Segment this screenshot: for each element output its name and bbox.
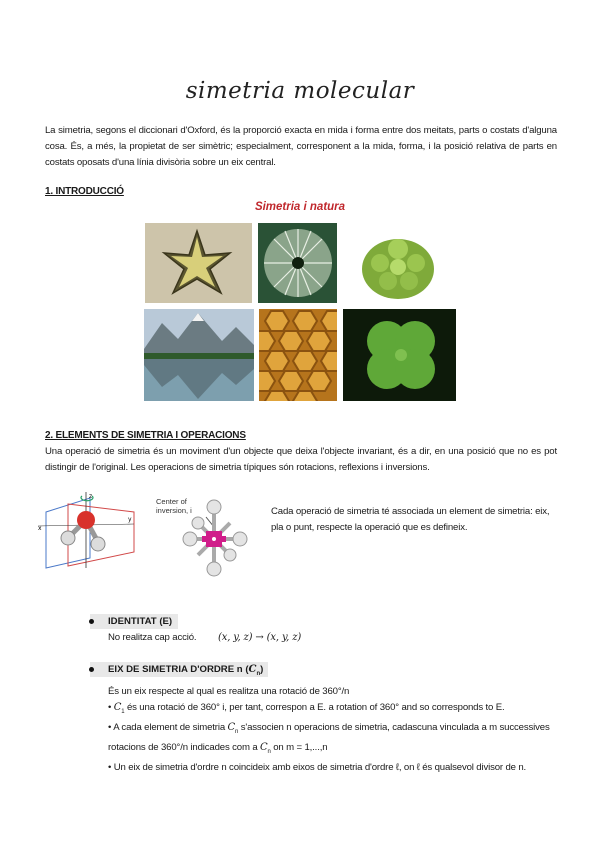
mountain-lake-photo [144, 309, 254, 401]
axis-line-3-text: s'associen n operacions de simetria, cadascuna vinculada a m successives [238, 722, 550, 733]
svg-text:x: x [38, 525, 42, 532]
page-title: simetria molecular [185, 78, 415, 104]
axis-line-5: • Un eix de simetria d'ordre n coincideix amb eixos de simetria d'ordre ℓ, on ℓ és qualsevol divisor de n. [108, 762, 527, 773]
axis-label-c: C [248, 664, 257, 675]
romanesco-photo [342, 223, 449, 303]
axis-label-n: n [256, 671, 261, 677]
bullet-icon [89, 667, 94, 672]
operations-paragraph: Una operació de simetria és un moviment d'un objecte que deixa l'objecte invariant, és a dir, en una posició que no es pot distingir de l'original. Les operacions de simetria típiques són rotacions, reflexions i inversions. [45, 446, 557, 473]
starfish-photo [145, 223, 252, 303]
identity-formula: (x, y, z) → (x, y, z) [218, 632, 302, 643]
symmetry-element-note: Cada operació de simetria té associada un element de simetria: eix, pla o punt, respecte la operació que es defineix. [271, 506, 550, 533]
axis-line-4-c: C [260, 742, 268, 753]
axis-line-2-bullet: • [108, 702, 114, 713]
identity-label: IDENTITAT (E) [108, 616, 173, 627]
axis-label-suffix: ) [260, 664, 264, 675]
intro-paragraph: La simetria, segons el diccionari d'Oxford, és la proporció exacta en mida i forma entre dos meitats, parts o costats d'alguna cosa. És, a més, la propietat de ser simètric; especialment, corresponent a la mida, forma, i la posició relativa de parts en costats oposats d'una línia divisòria sobre un eix central. [45, 125, 557, 168]
clover-photo [343, 309, 456, 401]
axis-line-4-sub: n [267, 749, 271, 755]
nature-caption: Simetria i natura [254, 201, 346, 213]
axis-heading [90, 662, 268, 677]
sea-urchin-photo [258, 223, 337, 303]
axis-line-4 [108, 740, 327, 760]
svg-text:z: z [89, 493, 93, 500]
honeycomb-photo [259, 309, 337, 401]
axis-line-4-text: on m = 1,...,n [270, 742, 328, 753]
axis-line-3-c: C [227, 722, 236, 733]
water-molecule-figure [38, 490, 138, 570]
axis-line-1: És un eix respecte al qual es realitza una rotació de 360°/n [108, 686, 350, 697]
axis-line-2 [108, 700, 505, 720]
bullet-icon [89, 619, 94, 624]
identity-text: No realitza cap acció. [108, 632, 197, 643]
axis-line-2-c: C [113, 702, 122, 713]
inversion-label-2: inversion, i [156, 506, 192, 515]
inversion-molecule-figure [150, 497, 270, 577]
identity-heading [90, 614, 178, 629]
section-heading-introduccio: 1. INTRODUCCIÓ [45, 186, 124, 197]
axis-label-prefix: EIX DE SIMETRIA D'ORDRE n ( [108, 664, 249, 675]
section-heading-elements: 2. ELEMENTS DE SIMETRIA I OPERACIONS [45, 430, 246, 441]
axis-line-3 [108, 720, 550, 740]
axis-line-3-pre: • A cada element de simetria [108, 722, 228, 733]
axis-line-3-sub: n [235, 729, 239, 735]
axis-line-2-sub: 1 [121, 709, 125, 715]
svg-text:y: y [128, 516, 132, 523]
axis-line-4-pre: rotacions de 360°/n indicades com a [108, 742, 261, 753]
inversion-label-1: Center of [156, 497, 187, 506]
axis-line-2-text: és una rotació de 360° i, per tant, correspon a E. a rotation of 360° and so corresponds to E. [124, 702, 505, 713]
